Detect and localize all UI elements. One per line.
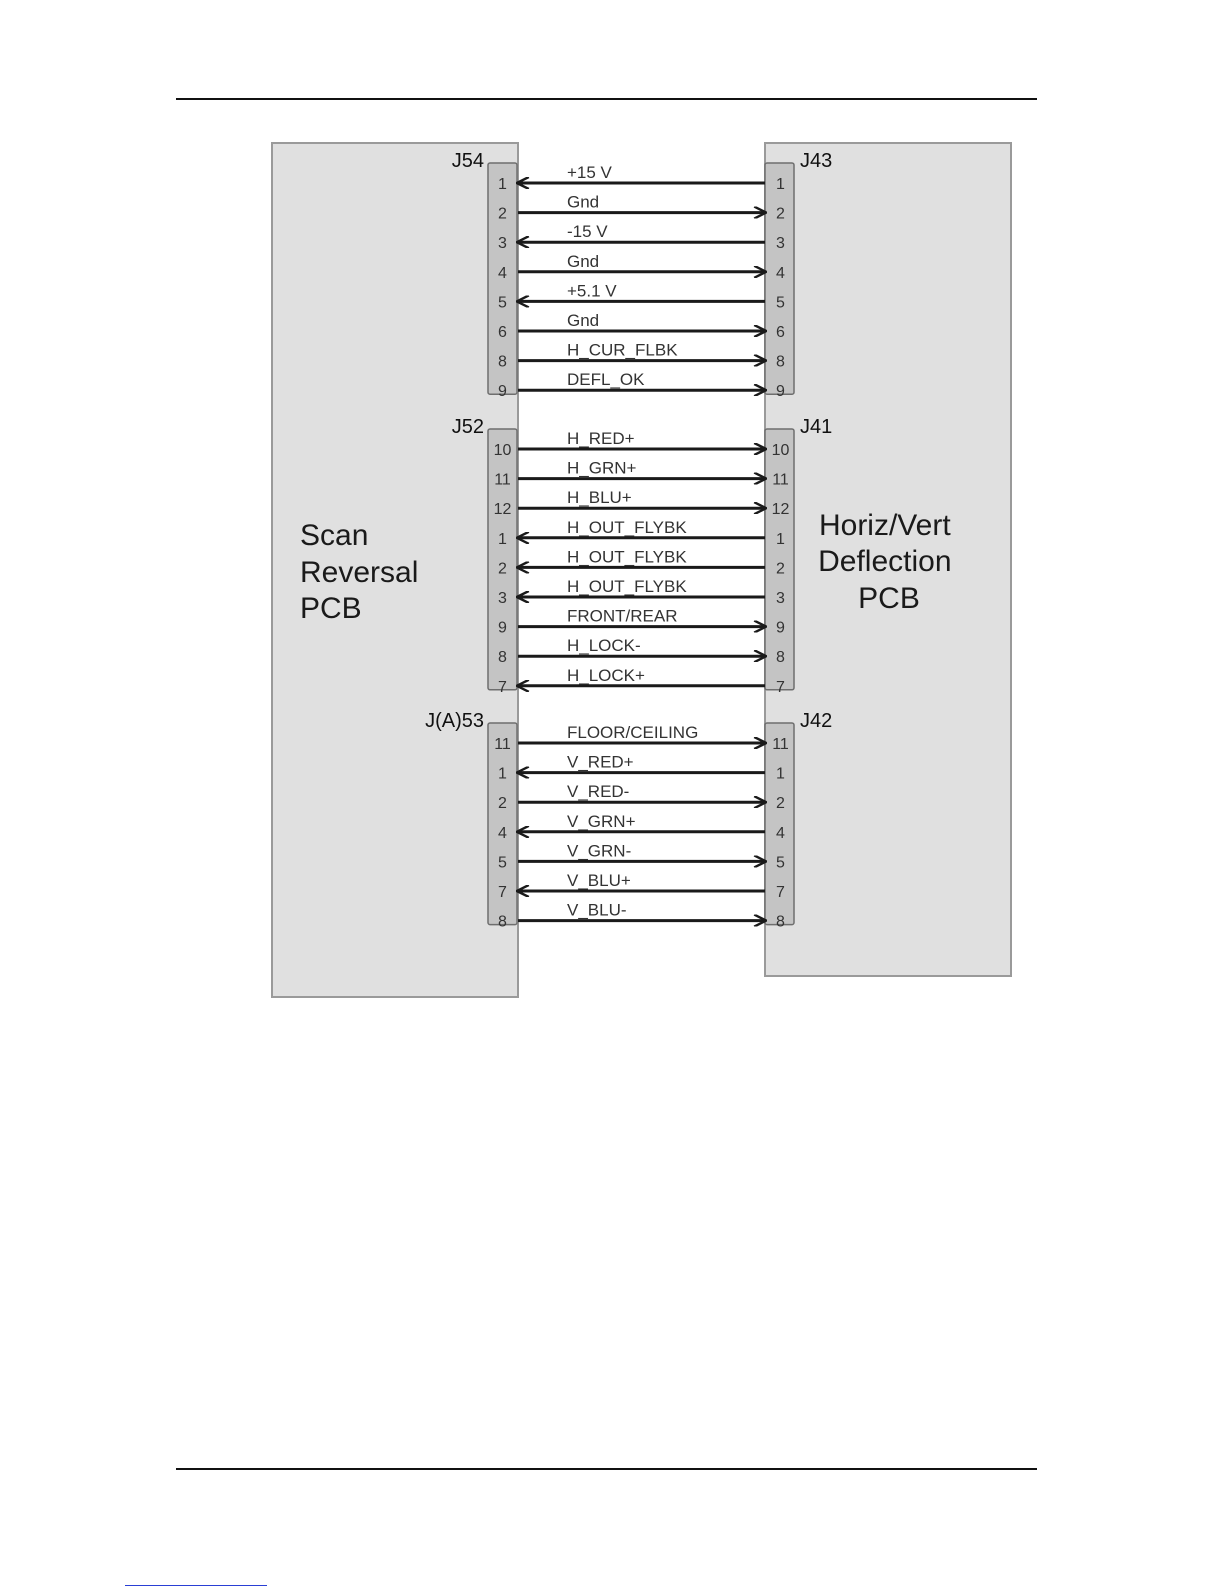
right-pin-number: 3: [776, 590, 785, 607]
signal-row: [498, 782, 785, 812]
signal-label: V_BLU+: [567, 871, 631, 890]
footer-rule: [176, 1468, 1037, 1470]
signal-row: [498, 666, 785, 696]
horiz-vert-deflection-pcb-label: Horiz/Vert Deflection PCB: [818, 509, 952, 615]
signal-row: [494, 459, 789, 489]
signal-label: V_GRN-: [567, 841, 632, 861]
signal-row: [494, 488, 790, 518]
signal-label: H_GRN+: [567, 458, 637, 478]
right-pin-number: 1: [776, 176, 785, 193]
left-pin-number: 2: [498, 795, 507, 813]
signal-row: [498, 607, 785, 637]
signal-label: H_LOCK+: [567, 665, 645, 685]
signal-label: H_OUT_FLYBK: [567, 577, 687, 596]
right-pin-number: 8: [776, 649, 785, 667]
signal-row: [498, 222, 785, 252]
left-pin-number: 11: [494, 471, 511, 489]
signal-label: H_CUR_FLBK: [567, 340, 678, 360]
right-pin-number: 1: [776, 530, 785, 548]
signal-row: [494, 723, 789, 753]
right-pin-number: 7: [776, 884, 785, 901]
left-pin-number: 1: [498, 176, 507, 193]
right-pin-number: 11: [772, 471, 789, 489]
signal-row: [498, 871, 785, 901]
signal-layer: [494, 163, 790, 931]
left-pin-number: 1: [498, 765, 507, 783]
signal-label: H_OUT_FLYBK: [567, 547, 687, 567]
left-pin-number: 4: [498, 264, 507, 282]
left-pin-number: 8: [498, 913, 507, 931]
left-pin-number: 11: [494, 736, 511, 753]
left-pin-number: 10: [493, 442, 512, 459]
signal-row: [498, 901, 785, 931]
signal-label: DEFL_OK: [567, 370, 645, 390]
right-pin-number: 5: [776, 294, 785, 312]
right-pin-number: 4: [776, 824, 785, 842]
left-pin-number: 9: [498, 383, 507, 401]
signal-row: [498, 281, 785, 311]
right-pin-number: 6: [776, 324, 785, 341]
signal-label: FLOOR/CEILING: [567, 723, 699, 742]
signal-label: V_RED-: [567, 782, 630, 802]
signal-row: [498, 841, 785, 871]
right-pin-number: 9: [776, 619, 785, 637]
signal-row: [498, 518, 785, 548]
signal-label: V_BLU-: [567, 900, 627, 920]
left-connector-label: J52: [451, 416, 484, 438]
signal-label: Gnd: [567, 311, 600, 330]
signal-row: [498, 547, 785, 577]
signal-label: H_LOCK-: [567, 636, 641, 656]
right-pin-number: 11: [772, 736, 789, 753]
right-pin-number: 4: [776, 264, 785, 282]
signal-row: [498, 311, 785, 341]
signal-label: +15 V: [567, 163, 612, 182]
left-pin-number: 2: [498, 560, 507, 578]
right-pin-number: 7: [776, 678, 785, 696]
left-pin-number: 1: [498, 530, 507, 548]
right-connector-label: J41: [800, 416, 833, 438]
left-pin-number: 8: [498, 353, 507, 371]
right-pin-number: 3: [776, 235, 785, 253]
right-pin-number: 5: [776, 854, 785, 872]
right-pin-number: 1: [776, 765, 785, 783]
scan-reversal-pcb-label: Scan Reversal PCB: [300, 519, 419, 625]
left-pin-number: 8: [498, 649, 507, 667]
signal-label: V_RED+: [567, 752, 634, 772]
signal-label: -15 V: [567, 222, 608, 242]
left-pin-number: 9: [498, 619, 507, 637]
right-pin-number: 2: [776, 560, 785, 578]
left-pin-number: 3: [498, 590, 507, 607]
signal-label: FRONT/REAR: [567, 606, 678, 626]
right-pin-number: 2: [776, 795, 785, 813]
left-connector-label: J54: [451, 150, 484, 172]
signal-row: [498, 753, 785, 783]
left-pin-number: 5: [498, 854, 507, 872]
signal-row: [498, 577, 785, 607]
right-pin-number: 9: [776, 383, 785, 401]
left-pin-number: 12: [493, 501, 512, 519]
signal-row: [498, 636, 785, 666]
right-connector-label: J42: [800, 710, 833, 732]
signal-label: H_BLU+: [567, 488, 632, 508]
left-pin-number: 6: [498, 324, 507, 341]
signal-row: [498, 812, 785, 842]
left-pin-number: 5: [498, 294, 507, 312]
signal-row: [498, 193, 785, 223]
left-pin-number: 2: [498, 205, 507, 223]
left-pin-number: 4: [498, 824, 507, 842]
right-pin-number: 12: [771, 501, 790, 519]
signal-label: H_RED+: [567, 429, 635, 448]
signal-label: Gnd: [567, 251, 600, 271]
signal-row: [498, 163, 785, 193]
left-connector-label: J(A)53: [425, 710, 484, 732]
signal-label: Gnd: [567, 192, 600, 212]
right-connector-label: J43: [800, 150, 833, 172]
signal-label: V_GRN+: [567, 811, 636, 831]
right-pin-number: 8: [776, 353, 785, 371]
right-pin-number: 10: [771, 442, 790, 459]
signal-row: [498, 341, 785, 371]
left-pin-number: 7: [498, 884, 507, 901]
signal-label: +5.1 V: [567, 281, 617, 301]
signal-row: [498, 370, 785, 400]
left-pin-number: 3: [498, 235, 507, 253]
right-pin-number: 8: [776, 913, 785, 931]
right-pin-number: 2: [776, 205, 785, 223]
signal-label: H_OUT_FLYBK: [567, 517, 687, 537]
left-pin-number: 7: [498, 678, 507, 696]
signal-row: [498, 252, 785, 282]
signal-row: [494, 429, 790, 459]
